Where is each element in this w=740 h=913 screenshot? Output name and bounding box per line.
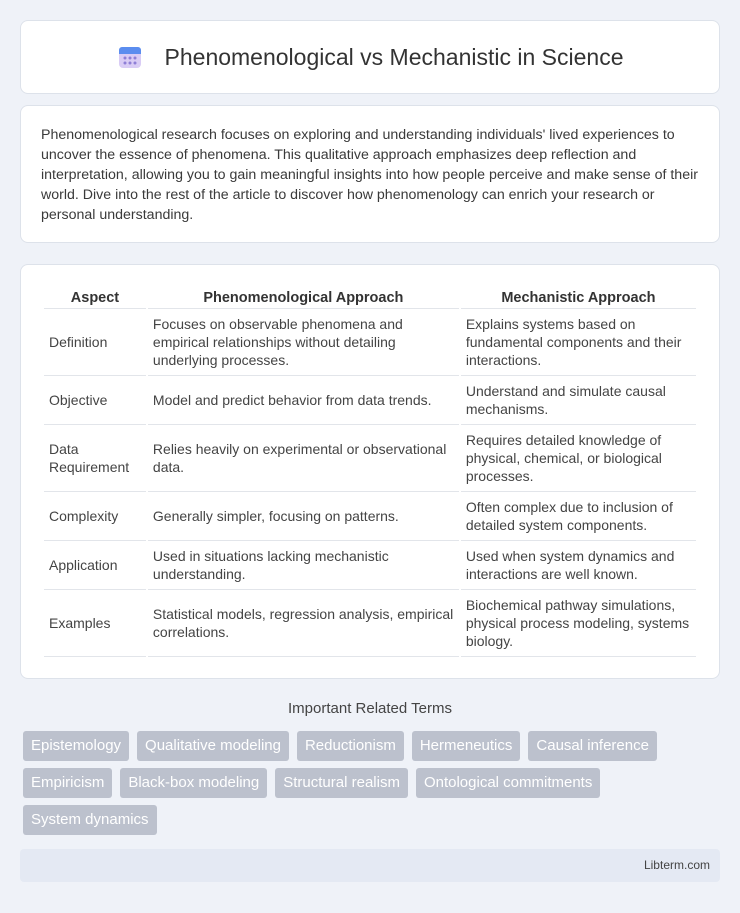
- related-terms-list: [23, 731, 723, 835]
- table-row: [44, 590, 696, 657]
- table-cell: Used when system dynamics and interactions are well known.: [461, 541, 696, 590]
- table-header-row: [44, 285, 696, 309]
- table-cell: Model and predict behavior from data trends.: [148, 376, 459, 425]
- related-term-tag[interactable]: Epistemology: [23, 731, 129, 761]
- table-cell: Explains systems based on fundamental components and their interactions.: [461, 309, 696, 376]
- table-cell: Understand and simulate causal mechanisms.: [461, 376, 696, 425]
- related-term-tag[interactable]: Causal inference: [528, 731, 657, 761]
- column-header-mechanistic: Mechanistic Approach: [461, 285, 696, 309]
- table-cell: Data Requirement: [44, 425, 146, 492]
- table-row: [44, 376, 696, 425]
- table-cell: Objective: [44, 376, 146, 425]
- comparison-table-card: [20, 264, 720, 679]
- intro-text: Phenomenological research focuses on exploring and understanding individuals' lived experiences to uncover the essence of phenomena. This qualitative approach emphasizes deep reflection and interpretation, allowing you to gain meaningful insights into how people perceive and make sense of their world. Dive into the rest of the article to discover how phenomenology can enrich your research or personal understanding.: [41, 127, 698, 223]
- table-row: [44, 541, 696, 590]
- table-cell: Definition: [44, 309, 146, 376]
- table-cell: Biochemical pathway simulations, physical process modeling, systems biology.: [461, 590, 696, 657]
- header-card: [20, 20, 720, 94]
- related-term-tag[interactable]: Empiricism: [23, 768, 112, 798]
- table-cell: Application: [44, 541, 146, 590]
- related-term-tag[interactable]: Hermeneutics: [412, 731, 521, 761]
- page-title: Phenomenological vs Mechanistic in Science: [164, 43, 624, 70]
- table-cell: Statistical models, regression analysis, empirical correlations.: [148, 590, 459, 657]
- table-cell: Focuses on observable phenomena and empirical relationships without detailing underlying processes.: [148, 309, 459, 376]
- table-cell: Often complex due to inclusion of detailed system components.: [461, 492, 696, 541]
- table-cell: Requires detailed knowledge of physical, chemical, or biological processes.: [461, 425, 696, 492]
- table-row: [44, 425, 696, 492]
- table-row: [44, 309, 696, 376]
- table-row: [44, 492, 696, 541]
- footer: [20, 849, 720, 882]
- column-header-phenomenological: Phenomenological Approach: [148, 285, 459, 309]
- column-header-aspect: Aspect: [44, 285, 146, 309]
- related-term-tag[interactable]: Structural realism: [275, 768, 408, 798]
- related-term-tag[interactable]: System dynamics: [23, 805, 157, 835]
- related-term-tag[interactable]: Qualitative modeling: [137, 731, 289, 761]
- footer-site-link[interactable]: Libterm.com: [643, 858, 710, 872]
- calendar-icon: [117, 44, 143, 70]
- table-cell: Complexity: [44, 492, 146, 541]
- table-cell: Relies heavily on experimental or observational data.: [148, 425, 459, 492]
- related-term-tag[interactable]: Black-box modeling: [120, 768, 267, 798]
- related-terms-title: Important Related Terms: [288, 700, 452, 717]
- comparison-table: [42, 285, 698, 657]
- intro-card: [20, 105, 720, 243]
- table-cell: Examples: [44, 590, 146, 657]
- table-cell: Generally simpler, focusing on patterns.: [148, 492, 459, 541]
- related-term-tag[interactable]: Ontological commitments: [416, 768, 600, 798]
- related-term-tag[interactable]: Reductionism: [297, 731, 404, 761]
- table-cell: Used in situations lacking mechanistic understanding.: [148, 541, 459, 590]
